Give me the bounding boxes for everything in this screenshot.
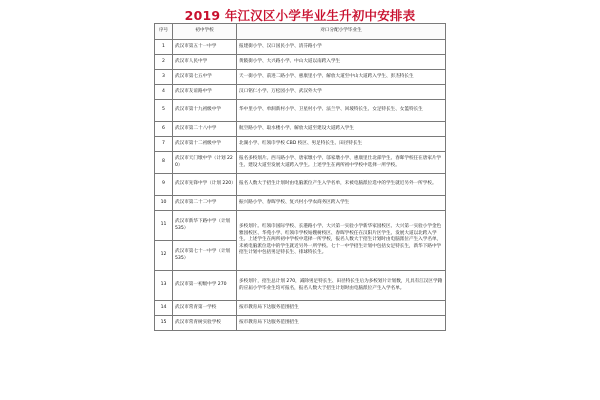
table-row: [155, 152, 446, 174]
table-row: [155, 122, 446, 137]
row-primary: 华中里小学、单洞新村小学、卫星村小学、法兰学、回坡特长生、女足特长生、女篮特长生: [237, 100, 446, 122]
row-school: 武汉市第二十八中学: [173, 122, 237, 137]
table-row: [155, 40, 446, 55]
row-no: 11: [155, 211, 173, 241]
row-school: 武汉市常青第一学校: [173, 301, 237, 316]
table-row: [155, 137, 446, 152]
row-school: 武汉市第十九初级中学: [173, 100, 237, 122]
row-no: 13: [155, 271, 173, 301]
row-primary: 报名人数大于招生计划时由电脑派位产生入学名单，未被电脑派位选中的学生就近另外一所学校。: [237, 174, 446, 196]
row-primary: 天一街小学、前进二路小学、惠康里小学、解放大道至中山大道跨入学生、彭杰特长生: [237, 70, 446, 85]
row-no: 8: [155, 152, 173, 174]
row-primary: 振兴路小学、春晖学校、复兴村小学农商务区跨入学生: [237, 196, 446, 211]
table-row: [155, 211, 446, 241]
row-school: 武汉市人民中学: [173, 55, 237, 70]
row-school: 武汉市第一初级中学 270: [173, 271, 237, 301]
row-no: 9: [155, 174, 173, 196]
row-school: 武汉市第二十二中学: [173, 196, 237, 211]
table-row: [155, 271, 446, 301]
row-no: 14: [155, 301, 173, 316]
row-no: 10: [155, 196, 173, 211]
row-school: 武汉市先锋中学（计划 220）: [173, 174, 237, 196]
table-row: [155, 100, 446, 122]
row-no: 3: [155, 70, 173, 85]
row-primary: 黄陂街小学、大兴路小学、中山大道以南跨入学生: [237, 55, 446, 70]
row-primary: 汉口铭仁小学、万松园小学、武汉外大学: [237, 85, 446, 100]
row-primary: 北湖小学、红领巾学校 CBD 校区、男足特长生、田径特长生: [237, 137, 446, 152]
table-header-row: [155, 24, 446, 40]
table-body: [155, 40, 446, 331]
page-title: 2019 年江汉区小学毕业生升初中安排表: [184, 8, 416, 23]
row-no: 6: [155, 122, 173, 137]
row-no: 15: [155, 316, 173, 331]
row-no: 1: [155, 40, 173, 55]
row-primary: 多校划片，招生总计划 270，减除男足特长生、田径特长生后为多校划片计划数，凡具有江汉区学籍的应届小学毕业生均可报名，报名人数大于招生计划时由电脑派位产生入学名单。: [237, 271, 446, 301]
row-no: 7: [155, 137, 173, 152]
table-row: [155, 174, 446, 196]
row-no: 12: [155, 241, 173, 271]
enrollment-table: [154, 23, 446, 331]
row-no: 4: [155, 85, 173, 100]
row-no: 5: [155, 100, 173, 122]
row-school: 武汉市第七十一中学（计划 535）: [173, 241, 237, 271]
table-row: [155, 85, 446, 100]
row-school: 武汉市天门墩中学（计划 220）: [173, 152, 237, 174]
table-row: [155, 70, 446, 85]
row-primary: 多校划片。红领巾国际学校、长港路小学、大兴第一实验小学新华家园校区、大兴第一实验小学金色雅园校区、华苑小学、红领巾学校姑嫂树校区、春晖学校任在汉阳片区学生、发展大道以北跨入学生。上述学生在两所初中学校中选择一所学校，报名人数大于招生计划时由电脑派位产生入学名单，未被电脑派位选中的学生就近另外一所学校。七十一中学招生计划中包括女足特长生，新华下路中学招生计划中包括男足特长生、排球特长生。: [237, 211, 446, 271]
row-no: 2: [155, 55, 173, 70]
header-school: 初中学校: [173, 24, 237, 40]
table-row: [155, 301, 446, 316]
table-row: [155, 196, 446, 211]
header-no: 序号: [155, 24, 173, 40]
row-primary: 按市教育局下达服务范围招生: [237, 301, 446, 316]
row-school: 武汉市新华下路中学（计划 535）: [173, 211, 237, 241]
row-school: 武汉市第五十一中学: [173, 40, 237, 55]
row-school: 武汉市友谊路中学: [173, 85, 237, 100]
row-primary: 报名多校划片。西马路小学、唐家墩小学、邬家墩小学、惠康里仕北部学生、春晖学校任在唐家片学生、建设大道至发展大道跨入学生。上述学生在两所初中学校中选择一所学校。: [237, 152, 446, 174]
row-school: 武汉市常青树实验学校: [173, 316, 237, 331]
table-row: [155, 55, 446, 70]
header-primary: 对口分配小学毕业生: [237, 24, 446, 40]
row-school: 武汉市第十二初级中学: [173, 137, 237, 152]
table-row: [155, 316, 446, 331]
row-primary: 航空路小学、取水楼小学、解放大道至建设大道跨入学生: [237, 122, 446, 137]
row-primary: 按市教育局下达服务范围招生: [237, 316, 446, 331]
row-primary: 报建街小学、汉口国民小学、清芬路小学: [237, 40, 446, 55]
row-school: 武汉市第七五中学: [173, 70, 237, 85]
